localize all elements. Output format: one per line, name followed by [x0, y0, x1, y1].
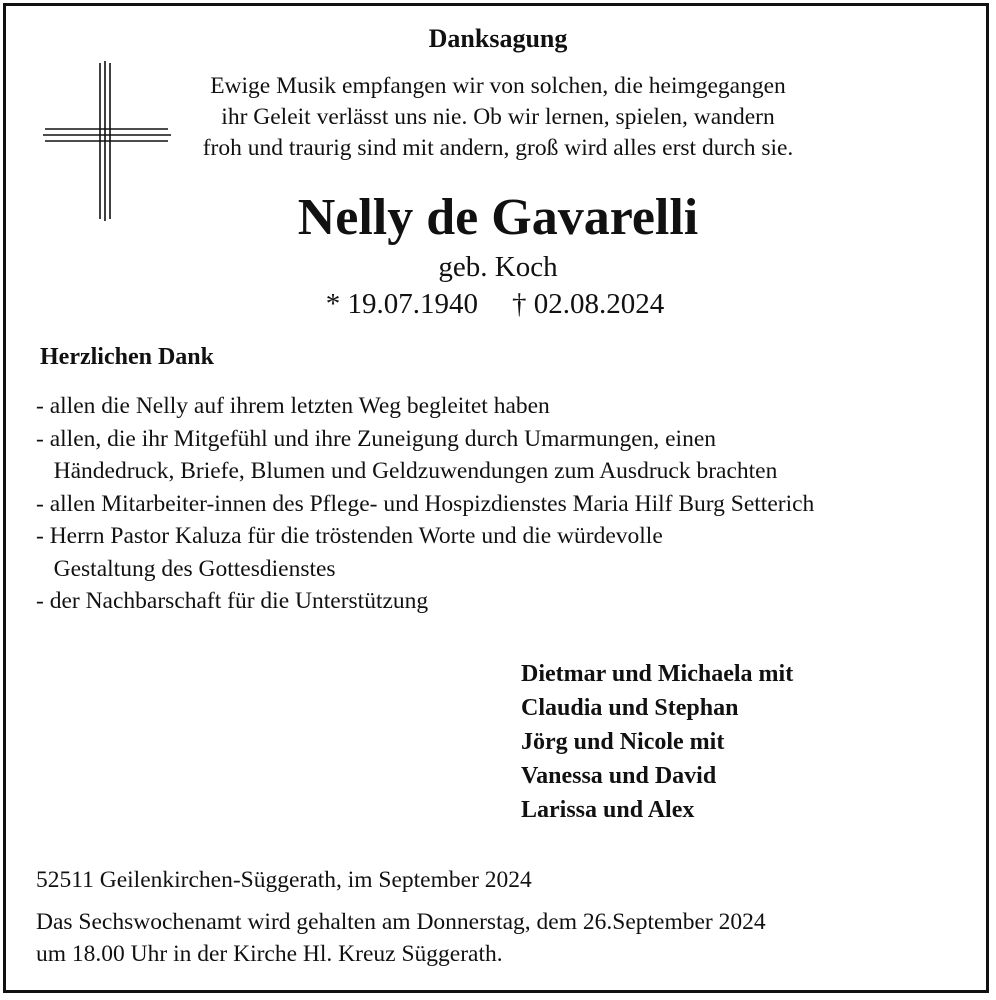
deceased-name: Nelly de Gavarelli	[297, 189, 699, 246]
thanks-heading: Herzlichen Dank	[40, 344, 214, 370]
thanks-line: Händedruck, Briefe, Blumen und Geldzuwendungen zum Ausdruck brachten	[36, 458, 778, 484]
thanks-list	[36, 390, 814, 618]
service-line: um 18.00 Uhr in der Kirche Hl. Kreuz Süggerath.	[36, 941, 503, 967]
thanks-line: - Herrn Pastor Kaluza für die tröstenden Worte und die würdevolle	[36, 523, 663, 549]
birth-date: * 19.07.1940	[325, 288, 478, 320]
thanks-line: - allen die Nelly auf ihrem letzten Weg begleitet haben	[36, 393, 550, 419]
signatory: Vanessa und David	[521, 763, 717, 789]
thanks-line: - allen Mitarbeiter-innen des Pflege- und Hospizdienstes Maria Hilf Burg Setterich	[36, 490, 815, 517]
maiden-name: geb. Koch	[438, 251, 558, 283]
signatories	[521, 657, 793, 827]
signatory: Larissa und Alex	[521, 797, 695, 823]
life-dates	[0, 288, 990, 321]
thanks-line: Gestaltung des Gottesdienstes	[36, 555, 336, 582]
poem-line: Ewige Musik empfangen wir von solchen, die heimgegangen	[210, 73, 786, 99]
thanks-line: - der Nachbarschaft für die Unterstützung	[36, 588, 429, 614]
poem-line: froh und traurig sind mit andern, groß wird alles erst durch sie.	[202, 135, 794, 161]
signatory: Claudia und Stephan	[521, 695, 739, 721]
service-line: Das Sechswochenamt wird gehalten am Donnerstag, dem 26.September 2024	[36, 909, 766, 935]
poem-line: ihr Geleit verlässt uns nie. Ob wir lernen, spielen, wandern	[221, 104, 775, 130]
place-date: 52511 Geilenkirchen-Süggerath, im September 2024	[36, 867, 532, 893]
service-info	[36, 906, 766, 970]
thanks-line: - allen, die ihr Mitgefühl und ihre Zuneigung durch Umarmungen, einen	[36, 425, 717, 452]
notice-heading: Danksagung	[428, 24, 568, 53]
signatory: Jörg und Nicole mit	[521, 729, 725, 755]
death-date: † 02.08.2024	[512, 288, 665, 320]
signatory: Dietmar und Michaela mit	[521, 661, 794, 687]
poem	[160, 71, 836, 164]
